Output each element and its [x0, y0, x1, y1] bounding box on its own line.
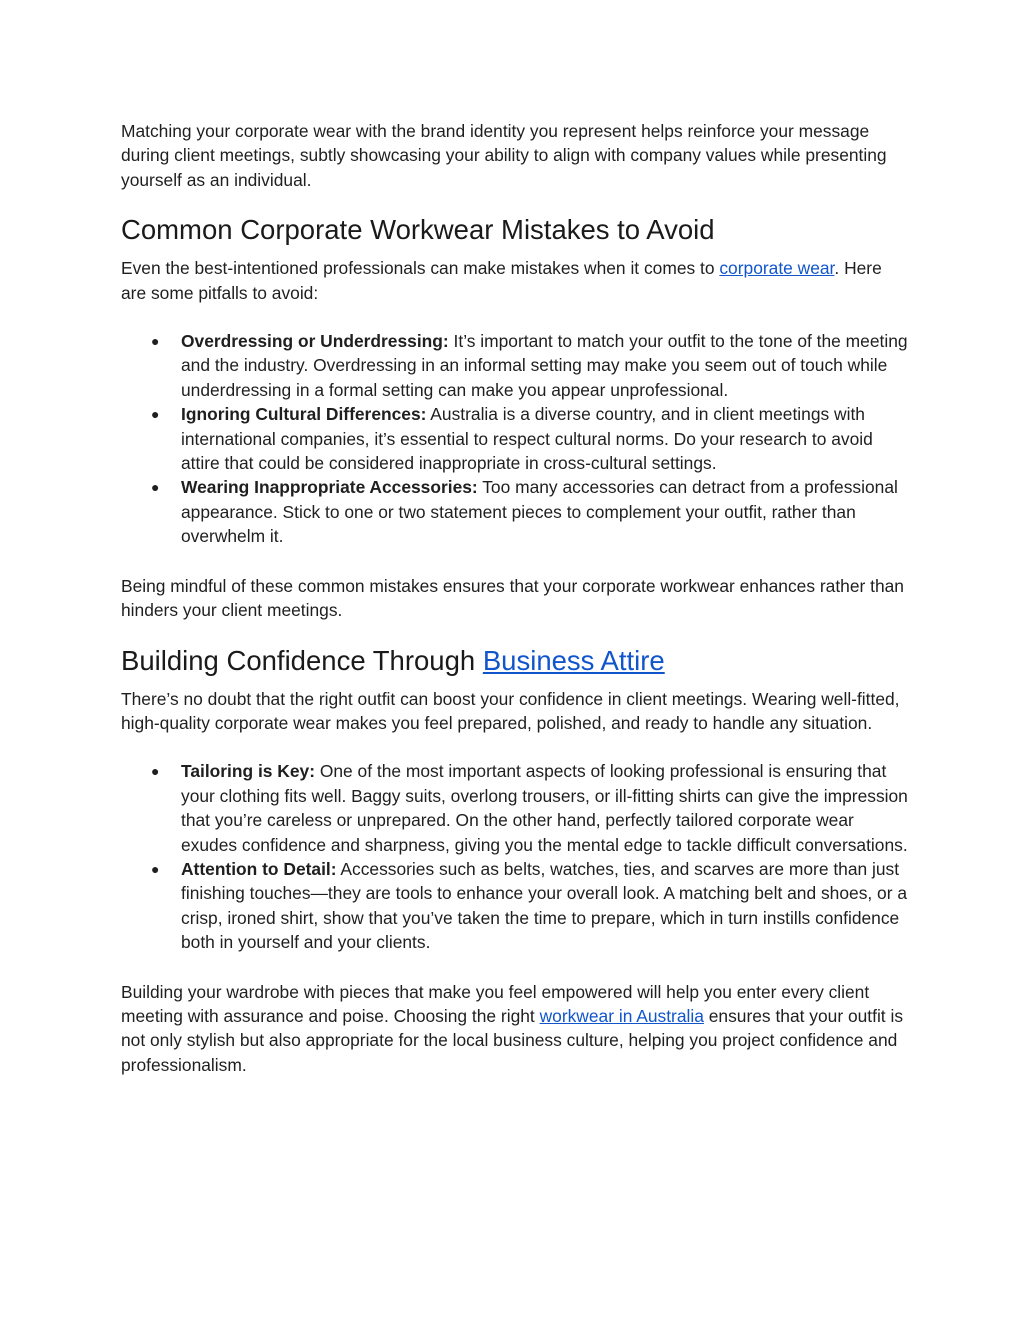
list-item-title: Ignoring Cultural Differences: [181, 404, 427, 425]
document-page [121, 119, 911, 1077]
list-item-text: One of the most important aspects of looking professional is ensuring that your clothing fits well. Baggy suits, overlong trousers, or ill-fitting shirts can give the impression that you’re careless or unprepared. On the other hand, perfectly tailored corporate wear exudes confidence and sharpness, giving you the mental edge to tackle difficult conversations. [181, 761, 908, 855]
list-item-title: Wearing Inappropriate Accessories: [181, 477, 478, 498]
mistakes-intro-text: Even the best-intentioned professionals can make mistakes when it comes to [121, 258, 720, 279]
section-heading-confidence [121, 644, 911, 678]
list-item-text: It’s important to match your outfit to the tone of the meeting and the industry. Overdressing in an informal setting may make you seem out of touch while underdressing in a formal setting can make you appear unprofessional. [181, 331, 908, 400]
bullet-icon: ● [151, 763, 160, 780]
workwear-in-australia-link[interactable]: workwear in Australia [539, 1005, 704, 1026]
list-item [121, 759, 911, 857]
bullet-icon: ● [151, 860, 160, 877]
confidence-list [121, 759, 911, 954]
corporate-wear-link[interactable]: corporate wear [719, 258, 835, 279]
bullet-icon: ● [151, 479, 160, 496]
list-item-text: Australia is a diverse country, and in client meetings with international companies, it’s essential to respect cultural norms. Do your research to avoid attire that could be considered inappropriate in cross-cultural settings. [181, 404, 873, 474]
confidence-outro-text: Building your wardrobe with pieces that make you feel empowered will help you enter every client meeting with assurance and poise. Choosing the right [121, 981, 870, 1026]
intro-paragraph: Matching your corporate wear with the brand identity you represent helps reinforce your message during client meetings, subtly showcasing your ability to align with company values while presenting yourself as an individual. [121, 121, 887, 190]
list-item-title: Overdressing or Underdressing: [181, 331, 449, 352]
section-heading-mistakes: Common Corporate Workwear Mistakes to Avoid [121, 214, 715, 246]
bullet-icon: ● [151, 333, 160, 350]
business-attire-link[interactable]: Business Attire [482, 644, 665, 676]
confidence-outro-paragraph [121, 980, 911, 1078]
mistakes-outro-paragraph: Being mindful of these common mistakes ensures that your corporate workwear enhances rather than hinders your client meetings. [121, 575, 904, 621]
list-item-title: Attention to Detail: [181, 858, 337, 879]
confidence-outro-text-end: ensures that your outfit is not only stylish but also appropriate for the local business culture, helping you project confidence and professionalism. [121, 1005, 904, 1075]
mistakes-list [121, 329, 911, 549]
list-item [121, 329, 911, 402]
mistakes-intro-paragraph [121, 256, 911, 305]
list-item-text: Accessories such as belts, watches, ties, and scarves are more than just finishing touches—they are tools to enhance your overall look. A matching belt and shoes, or a crisp, ironed shirt, show that you’ve taken the time to prepare, which in turn instills confidence both in yourself and your clients. [181, 858, 908, 953]
bullet-icon: ● [151, 406, 160, 423]
list-item [121, 402, 911, 475]
list-item [121, 857, 911, 955]
list-item [121, 475, 911, 548]
mistakes-intro-text-end: . Here are some pitfalls to avoid: [121, 258, 882, 303]
list-item-title: Tailoring is Key: [181, 761, 315, 782]
confidence-intro-paragraph: There’s no doubt that the right outfit can boost your confidence in client meetings. Wearing well-fitted, high-quality corporate wear makes you feel prepared, polished, and ready to handle any situation. [121, 688, 900, 733]
list-item-text: Too many accessories can detract from a professional appearance. Stick to one or two statement pieces to complement your outfit, rather than overwhelm it. [181, 477, 898, 547]
heading-text: Building Confidence Through [121, 644, 483, 676]
